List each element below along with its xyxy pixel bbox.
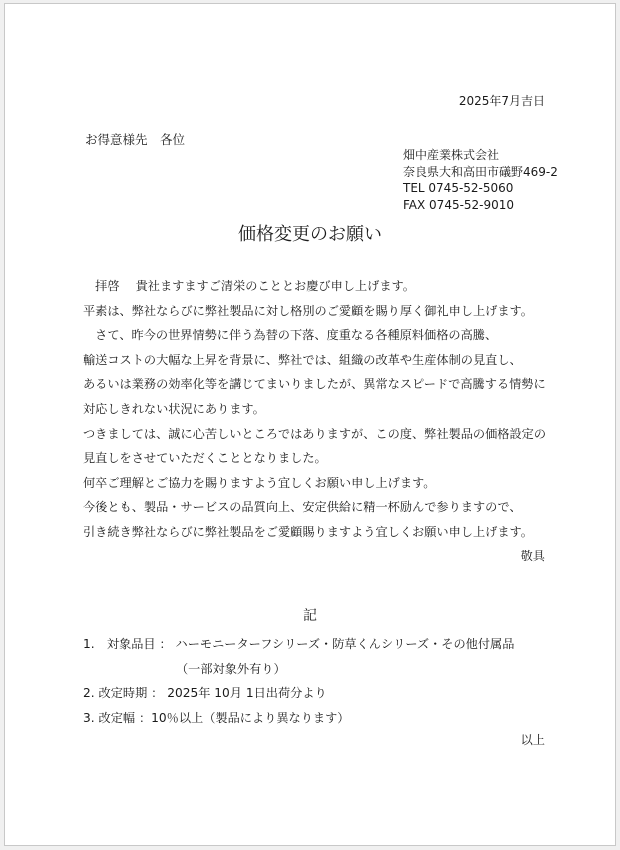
sender-company: 畑中産業株式会社 <box>403 148 500 162</box>
letter-body <box>83 274 546 545</box>
body-line: 輸送コストの大幅な上昇を背景に、弊社では、組織の改革や生産体制の見直し、 <box>83 352 522 367</box>
item-revision-date: 2. 改定時期 ： 2025年 10月 1日出荷分より <box>83 686 327 700</box>
items-list <box>83 632 514 730</box>
body-line: 平素は、弊社ならびに弊社製品に対し格別のご愛顧を賜り厚く御礼申し上げます。 <box>83 303 533 318</box>
item-target-note: （一部対象外有り） <box>176 661 286 676</box>
body-line: さて、昨今の世界情勢に伴う為替の下落、度重なる各種原料価格の高騰、 <box>83 328 498 343</box>
body-line: つきましては、誠に心苦しいところではありますが、この度、弊社製品の価格設定の <box>83 426 547 441</box>
body-line: あるいは業務の効率化等を講じてまいりましたが、異常なスピードで高騰する情勢に <box>83 377 546 392</box>
body-line: 見直しをさせていただくこととなりました。 <box>83 451 327 466</box>
recipient-line: お得意様先 各位 <box>85 132 186 147</box>
closing-keigu: 敬具 <box>520 549 545 563</box>
item-target-products: 1. 対象品目 ： ハーモニーターフシリーズ・防草くんシリーズ・その他付属品 <box>83 637 515 651</box>
letter-title: 価格変更のお願い <box>238 224 382 245</box>
item-revision-rate: 3. 改定幅 ：10％以上（製品により異なります） <box>83 710 350 725</box>
ki-heading: 記 <box>303 608 317 624</box>
sender-block <box>403 147 558 213</box>
sender-fax: FAX 0745-52-9010 <box>403 197 515 212</box>
body-line: 対応しきれない状況にあります。 <box>83 401 265 416</box>
end-ijou: 以上 <box>520 733 545 747</box>
body-line: 今後とも、製品・サービスの品質向上、安定供給に精一杯励んで参りますので、 <box>83 500 522 515</box>
letter-page <box>4 3 616 846</box>
letter-date: 2025年7月吉日 <box>458 94 545 108</box>
body-line: 拝啓 貴社ますますご清栄のこととお慶び申し上げます。 <box>83 279 415 293</box>
body-line: 何卒ご理解とご協力を賜りますよう宜しくお願い申し上げます。 <box>83 475 436 490</box>
sender-tel: TEL 0745-52-5060 <box>403 181 514 195</box>
sender-address: 奈良県大和高田市礒野469-2 <box>403 164 558 179</box>
body-line: 引き続き弊社ならびに弊社製品をご愛顧賜りますよう宜しくお願い申し上げます。 <box>83 524 533 539</box>
